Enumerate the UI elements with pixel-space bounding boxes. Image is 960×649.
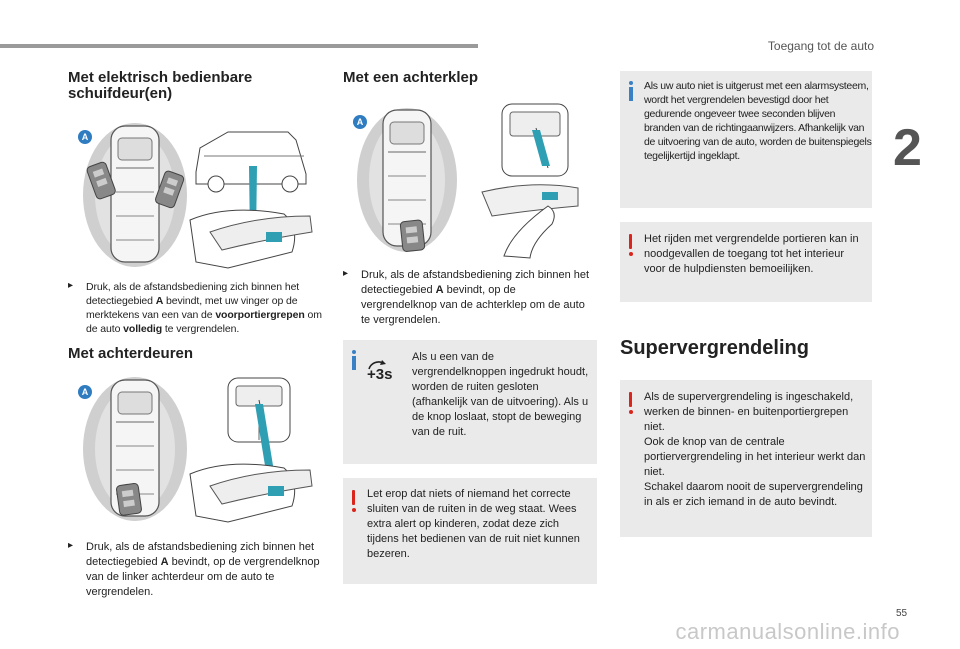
chapter-number: 2 xyxy=(893,119,922,177)
section-title-sliding-door xyxy=(68,70,328,102)
detection-area-marker-a: A xyxy=(78,130,92,144)
chapter-title: Toegang tot de auto xyxy=(767,39,874,53)
warning-box-superlocking xyxy=(620,380,872,537)
section-title-rear-doors: Met achterdeuren xyxy=(68,345,194,362)
info-text: Als u een van de vergrendelknoppen ingedrukt houdt, worden de ruiten gesloten (afhankelijk van de uitvoering). Als u de knop loslaat, stopt de beweging van de ruit. xyxy=(412,351,589,438)
header-bar xyxy=(0,44,478,48)
page-number: 55 xyxy=(896,608,908,619)
watermark: carmanualsonline.info xyxy=(675,619,900,644)
warning-text: Let erop dat niets of niemand het correcte sluiten van de ruiten in de weg staat. Wees extra alert op kinderen, zodat deze zich tijdens het bedienen van de ruit niet kunnen bezeren. xyxy=(367,488,580,560)
warning-box-window-closing xyxy=(343,478,597,584)
svg-text:+3s: +3s xyxy=(367,366,393,383)
section-title-superlocking: Supervergrendeling xyxy=(620,337,809,359)
step-arrow-icon: ▸ xyxy=(343,268,349,279)
info-box-window-closing xyxy=(343,340,597,464)
warning-icon xyxy=(628,234,634,256)
warning-text: Het rijden met vergrendelde portieren kan in noodgevallen de toegang tot het interieur voor de hulpdiensten bemoeilijken. xyxy=(644,233,859,275)
warning-icon xyxy=(628,392,634,414)
step-tailgate: ▸ Druk, als de afstandsbediening zich binnen het detectiegebied A bevindt, op de vergrendelknop van de achterklep om de auto te vergrendelen. xyxy=(343,268,590,326)
step-arrow-icon: ▸ xyxy=(68,280,74,291)
detection-area-marker-a: A xyxy=(78,385,92,399)
step-rear-doors: ▸ Druk, als de afstandsbediening zich binnen het detectiegebied A bevindt, op de vergrendelknop van de linker achterdeur om de auto te vergrendelen. xyxy=(68,540,320,598)
step-sliding-door: ▸ Druk, als de afstandsbediening zich binnen het detectiegebied A bevindt, met uw vinger op de merktekens van een van de voorportiergrepen om de auto volledig te vergrendelen. xyxy=(68,280,322,335)
illustration-sliding-door xyxy=(78,120,328,270)
illustration-tailgate xyxy=(352,102,592,262)
warning-icon xyxy=(351,490,357,512)
title-line-1: Met elektrisch bedienbare xyxy=(68,69,253,86)
info-icon xyxy=(628,81,634,101)
step-arrow-icon: ▸ xyxy=(68,540,74,551)
warning-text: Als de supervergrendeling is ingeschakeld, werken de binnen- en buitenportiergrepen niet. Ook de knop van de centrale portiervergrendeling in het interieur werkt dan niet. Schakel daarom nooit de supervergrendeling in als er zich iemand in de auto bevindt. xyxy=(644,391,866,508)
info-box-alarm xyxy=(620,71,872,208)
info-icon xyxy=(351,350,357,370)
section-title-tailgate: Met een achterklep xyxy=(343,69,479,86)
info-text: Als uw auto niet is uitgerust met een alarmsysteem, wordt het vergrendelen bevestigd door het gedurende ongeveer twee seconden blijven branden van de richtingaanwijzers. Afhankelijk van de uitvoering van de auto, worden de buitenspiegels tegelijkertijd ingeklapt. xyxy=(644,80,872,162)
warning-box-locked-driving xyxy=(620,222,872,302)
detection-area-marker-a: A xyxy=(353,115,367,129)
illustration-rear-doors xyxy=(78,374,328,524)
three-seconds-icon xyxy=(365,359,405,383)
title-line-2: schuifdeur(en) xyxy=(68,85,173,102)
